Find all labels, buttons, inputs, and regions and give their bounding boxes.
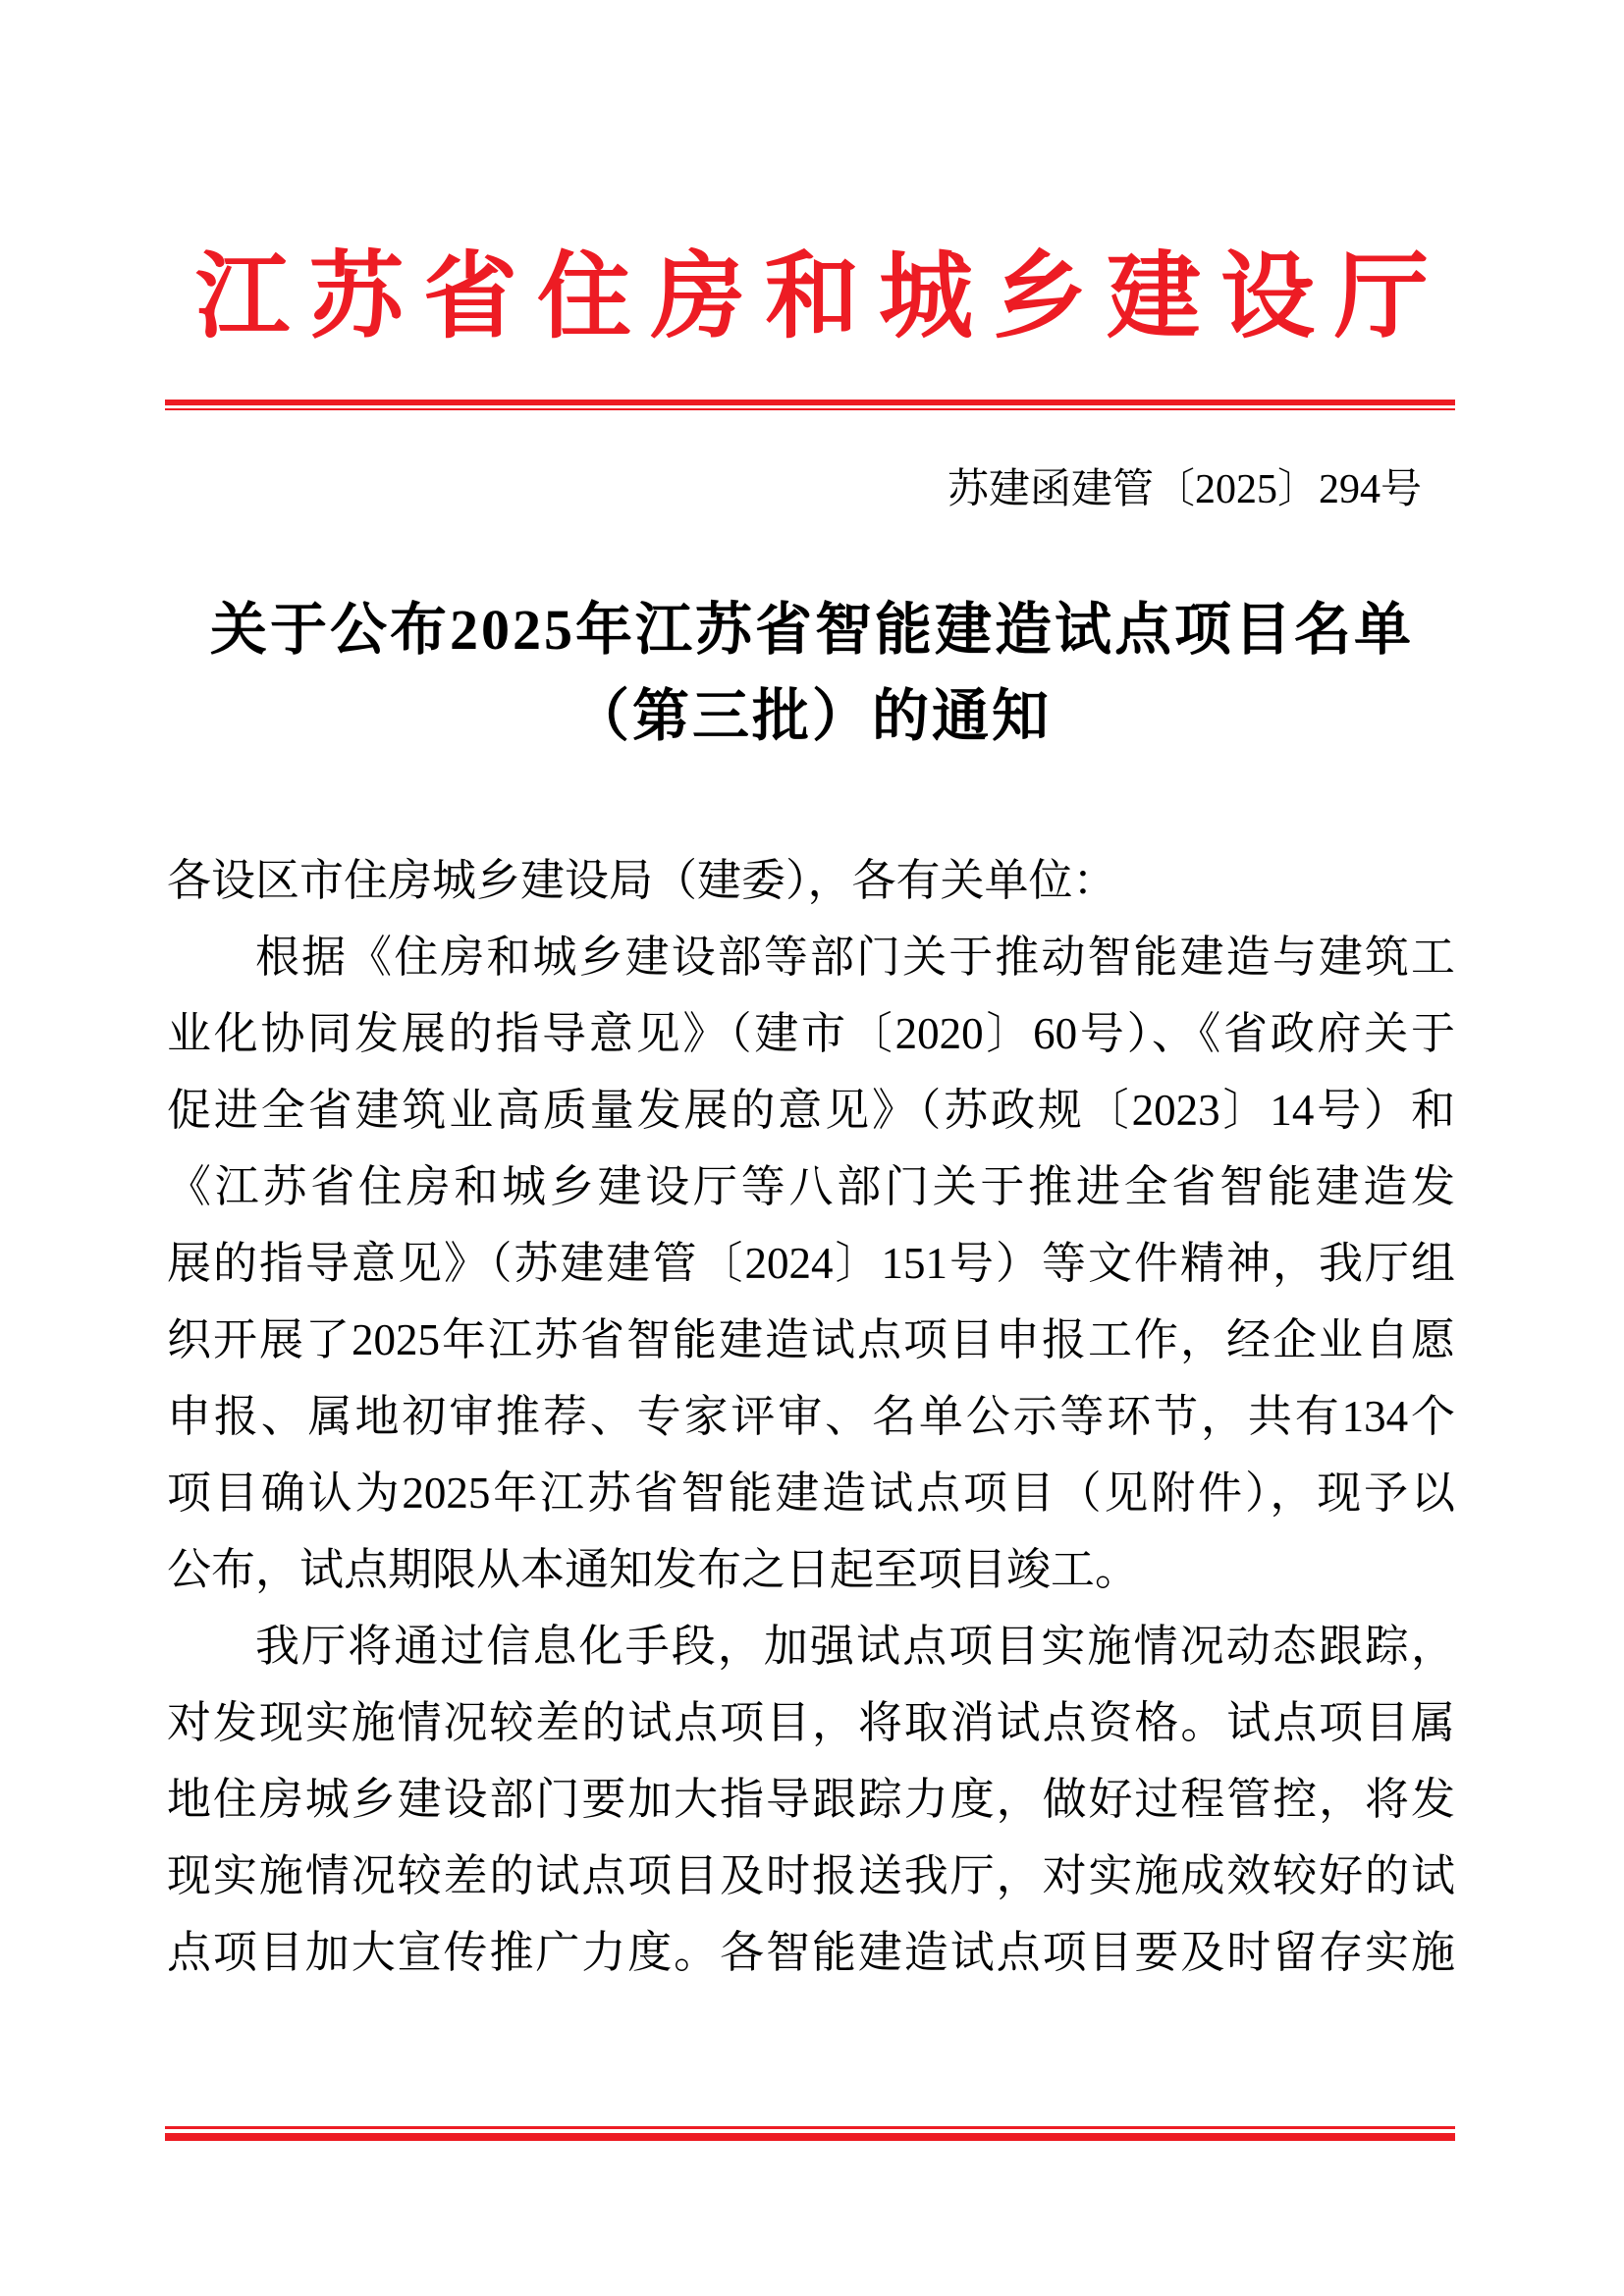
- body-line: 织开展了2025年江苏省智能建造试点项目申报工作，经企业自愿: [167, 1315, 1455, 1364]
- notice-title-line2: （第三批）的通知: [571, 684, 1052, 748]
- document-number: 苏建函建管〔2025〕294号: [947, 467, 1422, 512]
- body-line: 《江苏省住房和城乡建设厅等八部门关于推进全省智能建造发: [167, 1162, 1455, 1211]
- body-line: 促进全省建筑业高质量发展的意见》（苏政规〔2023〕14号）和: [167, 1086, 1455, 1135]
- body-line: 点项目加大宣传推广力度。各智能建造试点项目要及时留存实施: [167, 1928, 1455, 1977]
- body-line: 对发现实施情况较差的试点项目，将取消试点资格。试点项目属: [167, 1698, 1455, 1747]
- body-line: 申报、属地初审推荐、专家评审、名单公示等环节，共有134个: [167, 1392, 1455, 1441]
- red-separator-bottom: [165, 2126, 1455, 2141]
- body-line: 根据《住房和城乡建设部等部门关于推动智能建造与建筑工: [255, 933, 1455, 982]
- agency-header-title: 江苏省住房和城乡建设厅: [195, 244, 1448, 349]
- body-line: 展的指导意见》（苏建建管〔2024〕151号）等文件精神，我厅组: [167, 1239, 1455, 1288]
- body-line: 现实施情况较差的试点项目及时报送我厅，对实施成效较好的试: [167, 1851, 1455, 1900]
- body-line: 我厅将通过信息化手段，加强试点项目实施情况动态跟踪，: [255, 1622, 1455, 1671]
- body-line: 项目确认为2025年江苏省智能建造试点项目（见附件），现予以: [167, 1468, 1455, 1518]
- red-separator-top: [165, 400, 1455, 410]
- body-line: 公布，试点期限从本通知发布之日起至项目竣工。: [167, 1545, 1140, 1594]
- body-line: 业化协同发展的指导意见》（建市〔2020〕60号）、《省政府关于: [167, 1009, 1455, 1058]
- notice-title-line1: 关于公布2025年江苏省智能建造试点项目名单: [209, 598, 1414, 662]
- body-line: 地住房城乡建设部门要加大指导跟踪力度，做好过程管控，将发: [167, 1775, 1455, 1824]
- notice-body: [167, 842, 1455, 1991]
- notice-title: [0, 587, 1624, 760]
- body-line: 各设区市住房城乡建设局（建委），各有关单位：: [167, 856, 1117, 905]
